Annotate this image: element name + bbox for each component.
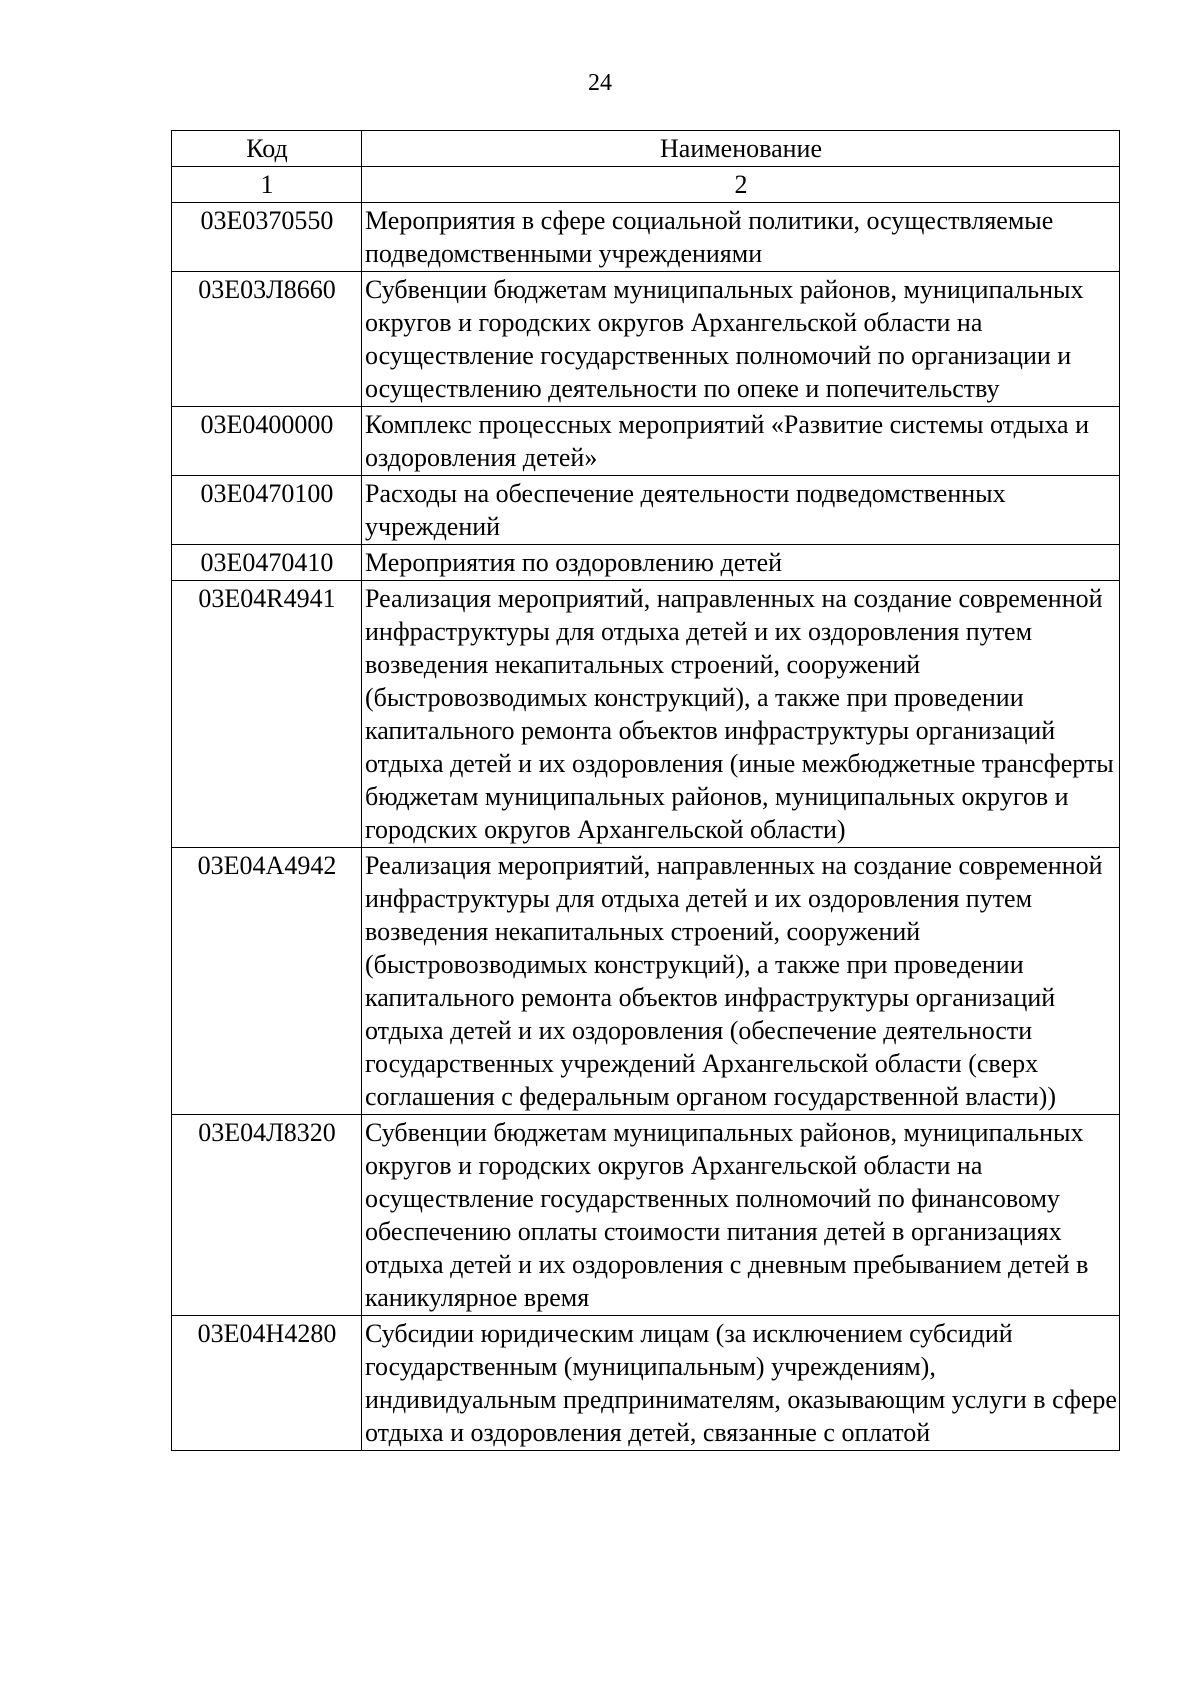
header-code: Код [172, 131, 362, 167]
table-header-row [172, 131, 1120, 167]
table-row [172, 203, 1120, 272]
row-name: Реализация мероприятий, направленных на создание современной инфраструктуры для отдыха детей и их оздоровления путем возведения некапитальных строений, сооружений (быстровозводимых конструкций), а также при проведении капитального ремонта объектов инфраструктуры организаций отдыха детей и их оздоровления (иные межбюджетные трансферты бюджетам муниципальных районов, муниципальных округов и городских округов Архангельской области) [362, 581, 1120, 848]
column-number-row [172, 167, 1120, 203]
row-code: 03Е03Л8660 [172, 272, 362, 407]
header-name: Наименование [362, 131, 1120, 167]
table-row [172, 272, 1120, 407]
table-row [172, 476, 1120, 545]
row-code: 03Е04Н4280 [172, 1316, 362, 1451]
table-row [172, 545, 1120, 581]
table-row [172, 581, 1120, 848]
row-name: Субвенции бюджетам муниципальных районов, муниципальных округов и городских округов Архангельской области на осуществление государственных полномочий по организации и осуществлению деятельности по опеке и попечительству [362, 272, 1120, 407]
row-code: 03Е0470100 [172, 476, 362, 545]
row-code: 03Е0370550 [172, 203, 362, 272]
page-number: 24 [588, 70, 612, 96]
row-name: Субсидии юридическим лицам (за исключением субсидий государственным (муниципальным) учреждениям), индивидуальным предпринимателям, оказывающим услуги в сфере отдыха и оздоровления детей, связанные с оплатой [362, 1316, 1120, 1451]
column-number-name: 2 [362, 167, 1120, 203]
row-code: 03Е0470410 [172, 545, 362, 581]
column-number-code: 1 [172, 167, 362, 203]
row-name: Реализация мероприятий, направленных на создание современной инфраструктуры для отдыха детей и их оздоровления путем возведения некапитальных строений, сооружений (быстровозводимых конструкций), а также при проведении капитального ремонта объектов инфраструктуры организаций отдыха детей и их оздоровления (обеспечение деятельности государственных учреждений Архангельской области (сверх соглашения с федеральным органом государственной власти)) [362, 848, 1120, 1115]
table-row [172, 1115, 1120, 1316]
row-name: Мероприятия в сфере социальной политики, осуществляемые подведомственными учреждениями [362, 203, 1120, 272]
row-name: Субвенции бюджетам муниципальных районов, муниципальных округов и городских округов Архангельской области на осуществление государственных полномочий по финансовому обеспечению оплаты стоимости питания детей в организациях отдыха детей и их оздоровления с дневным пребыванием детей в каникулярное время [362, 1115, 1120, 1316]
row-name: Расходы на обеспечение деятельности подведомственных учреждений [362, 476, 1120, 545]
row-name: Комплекс процессных мероприятий «Развитие системы отдыха и оздоровления детей» [362, 407, 1120, 476]
row-code: 03Е04R4941 [172, 581, 362, 848]
budget-code-table [171, 130, 1120, 1451]
row-code: 03Е0400000 [172, 407, 362, 476]
table-row [172, 848, 1120, 1115]
row-code: 03Е04А4942 [172, 848, 362, 1115]
row-code: 03Е04Л8320 [172, 1115, 362, 1316]
table-row [172, 1316, 1120, 1451]
row-name: Мероприятия по оздоровлению детей [362, 545, 1120, 581]
table-row [172, 407, 1120, 476]
